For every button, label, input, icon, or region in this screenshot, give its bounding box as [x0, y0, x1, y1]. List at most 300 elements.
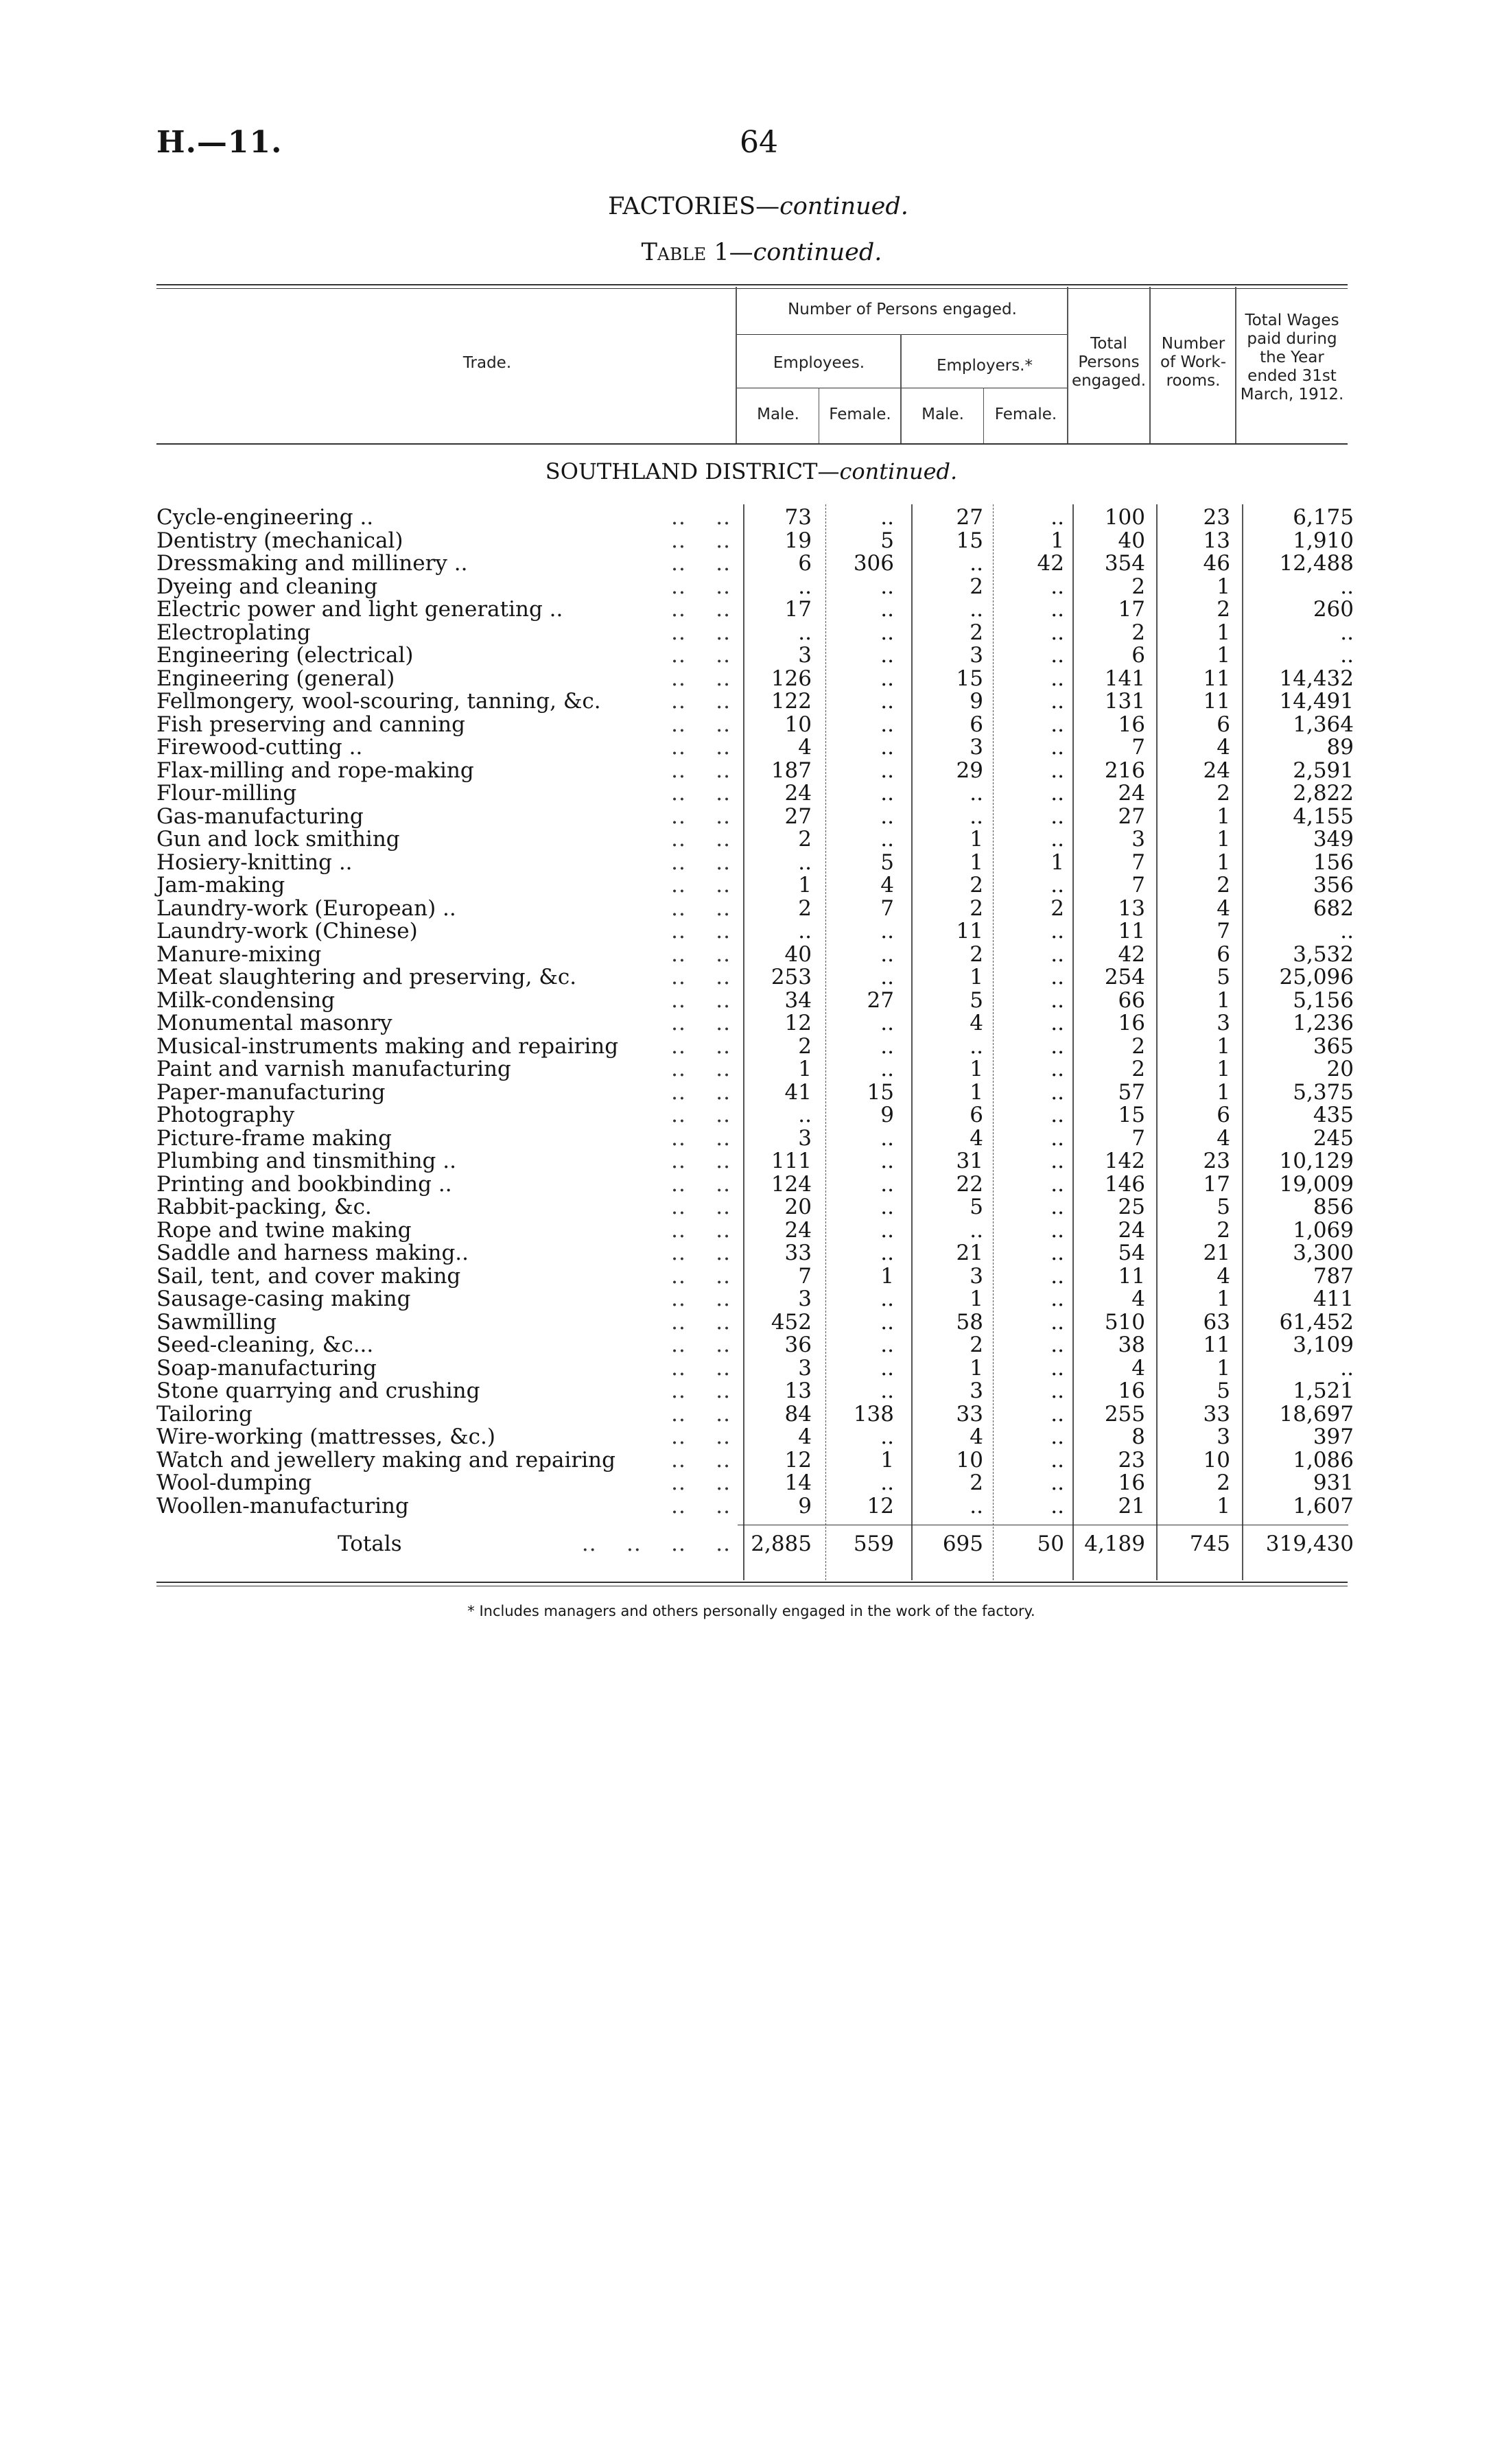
cell-workrooms: 1 [1217, 620, 1230, 645]
cell-total-persons: 15 [1118, 1103, 1145, 1127]
cell-wages: 411 [1313, 1287, 1354, 1311]
cell-employees-male: 124 [771, 1171, 812, 1197]
cell-employers-female: .. [1050, 1103, 1064, 1127]
cell-employers-male: 5 [970, 987, 983, 1013]
header-employers: Employers.* [936, 357, 1033, 375]
dot-leader: .. .. [671, 1125, 731, 1151]
cell-employers-male: 27 [956, 505, 983, 530]
cell-workrooms: 1 [1217, 574, 1230, 599]
cell-employees-female: 138 [853, 1401, 894, 1427]
cell-employees-male: 111 [771, 1149, 812, 1173]
cell-employees-male: 2 [798, 827, 812, 852]
table-row [0, 1173, 1491, 1197]
trade-name: Gas-manufacturing [156, 803, 364, 829]
table-row [0, 1357, 1491, 1381]
cell-employees-female: 306 [853, 551, 894, 576]
dot-leader: .. .. [671, 1079, 731, 1105]
cell-employees-female: 27 [867, 987, 894, 1013]
cell-employers-male: 1 [970, 965, 983, 989]
cell-workrooms: 1 [1217, 827, 1230, 852]
cell-wages: 19,009 [1279, 1171, 1354, 1197]
cell-employers-female: .. [1050, 1470, 1064, 1495]
cell-total-persons: 21 [1118, 1493, 1145, 1518]
table-row [0, 1081, 1491, 1105]
header-employees-male: Male. [757, 406, 799, 423]
cell-total-persons: 11 [1118, 1263, 1145, 1289]
cell-wages: 356 [1313, 873, 1354, 897]
cell-employees-female: .. [880, 1125, 894, 1151]
trade-name: Picture-frame making [156, 1125, 392, 1151]
dot-leader: .. .. [671, 941, 731, 967]
cell-employees-male: .. [798, 620, 812, 645]
dot-leader: .. .. [671, 1470, 731, 1495]
cell-employers-male: 2 [970, 620, 983, 645]
cell-employers-female: .. [1050, 735, 1064, 760]
cell-employees-male: 24 [784, 781, 812, 806]
trade-name: Stone quarrying and crushing [156, 1378, 480, 1403]
cell-employees-female: .. [880, 597, 894, 622]
cell-total-persons: 25 [1118, 1195, 1145, 1219]
cell-total-persons: 2 [1131, 574, 1145, 599]
cell-workrooms: 2 [1217, 781, 1230, 806]
cell-employers-female: .. [1050, 1149, 1064, 1173]
cell-wages: 2,822 [1293, 781, 1354, 806]
cell-total-persons: 16 [1118, 712, 1145, 737]
cell-employees-female: .. [880, 1309, 894, 1335]
header-top-rule-thin [156, 288, 1348, 289]
cell-wages: 89 [1326, 735, 1354, 760]
cell-workrooms: 1 [1217, 1287, 1230, 1311]
trade-name: Dressmaking and millinery .. [156, 551, 468, 576]
table-row [0, 506, 1491, 530]
trade-name: Laundry-work (European) .. [156, 895, 456, 921]
cell-employers-male: 2 [970, 1333, 983, 1357]
header-employees-female: Female. [829, 406, 891, 423]
cell-employees-male: 1 [798, 1057, 812, 1081]
table-row [0, 598, 1491, 622]
dot-leader: .. .. [671, 1217, 731, 1243]
trade-name: Meat slaughtering and preserving, &c. [156, 965, 577, 989]
cell-total-persons: 7 [1131, 735, 1145, 760]
dot-leader: .. .. [671, 919, 731, 943]
dot-leader: .. .. [671, 505, 731, 530]
cell-employees-male: .. [798, 1103, 812, 1127]
cell-workrooms: 1 [1217, 1033, 1230, 1059]
cell-employees-female: .. [880, 1171, 894, 1197]
cell-workrooms: 10 [1203, 1447, 1230, 1472]
totals-employers-male: 695 [942, 1532, 983, 1556]
cell-employees-male: 20 [784, 1195, 812, 1219]
cell-employees-female: .. [880, 1057, 894, 1081]
cell-employers-male: 21 [956, 1241, 983, 1265]
cell-workrooms: 4 [1217, 1125, 1230, 1151]
cell-employees-female: 7 [880, 895, 894, 921]
cell-wages: 787 [1313, 1263, 1354, 1289]
table-row [0, 1058, 1491, 1081]
cell-wages: 931 [1313, 1470, 1354, 1495]
dot-leader: .. .. [671, 1011, 731, 1035]
cell-total-persons: 142 [1104, 1149, 1145, 1173]
table-row [0, 1104, 1491, 1127]
table-row [0, 530, 1491, 553]
cell-wages: 25,096 [1279, 965, 1354, 989]
cell-employees-male: 2 [798, 1033, 812, 1059]
dot-leader: .. .. [671, 1447, 731, 1472]
cell-employers-female: .. [1050, 574, 1064, 599]
cell-employers-male: 1 [970, 1355, 983, 1381]
cell-employers-male: 2 [970, 574, 983, 599]
cell-total-persons: 24 [1118, 1217, 1145, 1243]
vrule-3 [1067, 287, 1068, 443]
cell-employees-male: 3 [798, 1287, 812, 1311]
trade-name: Wool-dumping [156, 1470, 312, 1495]
dot-leader: .. .. [671, 827, 731, 852]
cell-total-persons: 216 [1104, 758, 1145, 783]
cell-employees-female: .. [880, 1241, 894, 1265]
trade-name: Jam-making [156, 873, 285, 897]
totals-label: Totals [338, 1532, 402, 1556]
cell-employers-male: 22 [956, 1171, 983, 1197]
cell-employees-male: 2 [798, 895, 812, 921]
cell-employers-female: .. [1050, 1011, 1064, 1035]
table-row [0, 828, 1491, 852]
trade-name: Seed-cleaning, &c... [156, 1333, 374, 1357]
trade-name: Hosiery-knitting .. [156, 849, 353, 875]
cell-workrooms: 6 [1217, 941, 1230, 967]
table-bottom-rule [156, 1582, 1348, 1583]
dot-leader: .. .. [671, 643, 731, 668]
cell-total-persons: 42 [1118, 941, 1145, 967]
cell-wages: 856 [1313, 1195, 1354, 1219]
cell-total-persons: 2 [1131, 620, 1145, 645]
table-row [0, 622, 1491, 645]
cell-total-persons: 7 [1131, 873, 1145, 897]
cell-employees-male: 24 [784, 1217, 812, 1243]
cell-employers-male: .. [970, 1033, 983, 1059]
cell-workrooms: 5 [1217, 1195, 1230, 1219]
cell-employers-female: .. [1050, 1355, 1064, 1381]
table-row [0, 644, 1491, 668]
cell-workrooms: 4 [1217, 1263, 1230, 1289]
cell-wages: 61,452 [1279, 1309, 1354, 1335]
cell-employees-female: .. [880, 1217, 894, 1243]
cell-employees-female: .. [880, 1378, 894, 1403]
cell-wages: 3,109 [1293, 1333, 1354, 1357]
cell-wages: .. [1340, 643, 1354, 668]
table-row [0, 1403, 1491, 1427]
table-row [0, 1242, 1491, 1265]
cell-employees-female: .. [880, 758, 894, 783]
cell-employers-female: .. [1050, 781, 1064, 806]
cell-wages: 14,491 [1279, 689, 1354, 714]
table-row [0, 920, 1491, 943]
cell-employers-male: .. [970, 1217, 983, 1243]
table-row [0, 1265, 1491, 1289]
trade-name: Rope and twine making [156, 1217, 412, 1243]
cell-employers-male: .. [970, 597, 983, 622]
cell-employees-male: 4 [798, 735, 812, 760]
cell-employers-male: 6 [970, 712, 983, 737]
cell-employers-female: .. [1050, 1424, 1064, 1449]
dot-leader: .. .. [671, 689, 731, 714]
cell-wages: 260 [1313, 597, 1354, 622]
dot-leader: .. .. [671, 528, 731, 553]
dot-leader: .. .. [671, 620, 731, 645]
cell-employees-female: .. [880, 689, 894, 714]
dot-leader: .. .. [671, 781, 731, 806]
totals-row [0, 1530, 1491, 1558]
totals-employers-female: 50 [1037, 1532, 1064, 1556]
cell-employees-male: 187 [771, 758, 812, 783]
cell-workrooms: 4 [1217, 895, 1230, 921]
dot-leader: .. .. [671, 849, 731, 875]
cell-employers-male: .. [970, 551, 983, 576]
cell-workrooms: 11 [1203, 1333, 1230, 1357]
trade-name: Manure-mixing [156, 941, 322, 967]
cell-wages: 2,591 [1293, 758, 1354, 783]
table-row [0, 1334, 1491, 1357]
table-body [0, 506, 1491, 1518]
cell-employees-female: 15 [867, 1079, 894, 1105]
cell-workrooms: 1 [1217, 1493, 1230, 1518]
table-row [0, 1219, 1491, 1243]
trade-name: Saddle and harness making.. [156, 1241, 469, 1265]
cell-employers-female: .. [1050, 505, 1064, 530]
trade-name: Plumbing and tinsmithing .. [156, 1149, 456, 1173]
cell-employers-female: .. [1050, 941, 1064, 967]
cell-wages: 3,532 [1293, 941, 1354, 967]
cell-employers-female: .. [1050, 1333, 1064, 1357]
cell-employees-male: 13 [784, 1378, 812, 1403]
dot-leader: .. .. [671, 551, 731, 576]
trade-name: Engineering (general) [156, 666, 395, 691]
cell-total-persons: 254 [1104, 965, 1145, 989]
cell-employers-male: 1 [970, 849, 983, 875]
cell-employers-female: .. [1050, 1125, 1064, 1151]
trade-name: Dentistry (mechanical) [156, 528, 403, 553]
cell-workrooms: 11 [1203, 666, 1230, 691]
cell-total-persons: 13 [1118, 895, 1145, 921]
cell-employees-male: 3 [798, 1125, 812, 1151]
cell-employers-male: 4 [970, 1424, 983, 1449]
cell-workrooms: 24 [1203, 758, 1230, 783]
cell-total-persons: 54 [1118, 1241, 1145, 1265]
header-trade: Trade. [462, 354, 512, 372]
cell-employees-male: 6 [798, 551, 812, 576]
trade-name: Fish preserving and canning [156, 712, 465, 737]
cell-employers-female: .. [1050, 1263, 1064, 1289]
cell-employers-male: 5 [970, 1195, 983, 1219]
cell-workrooms: 1 [1217, 1057, 1230, 1081]
cell-employers-female: .. [1050, 1287, 1064, 1311]
cell-employers-male: 3 [970, 735, 983, 760]
cell-total-persons: 16 [1118, 1378, 1145, 1403]
district-heading [0, 458, 1491, 484]
cell-wages: 12,488 [1279, 551, 1354, 576]
cell-employers-male: 3 [970, 643, 983, 668]
dot-leader: .. .. [671, 1057, 731, 1081]
trade-name: Fellmongery, wool-scouring, tanning, &c. [156, 689, 601, 714]
cell-employers-male: 58 [956, 1309, 983, 1335]
cell-total-persons: 4 [1131, 1287, 1145, 1311]
vrule-1 [736, 287, 737, 443]
trade-name: Cycle-engineering .. [156, 505, 374, 530]
cell-employers-female: .. [1050, 919, 1064, 943]
cell-employees-female: .. [880, 941, 894, 967]
cell-employers-male: 4 [970, 1125, 983, 1151]
cell-total-persons: 7 [1131, 1125, 1145, 1151]
trade-name: Sausage-casing making [156, 1287, 411, 1311]
cell-wages: 14,432 [1279, 666, 1354, 691]
cell-employers-female: .. [1050, 987, 1064, 1013]
cell-wages: 435 [1313, 1103, 1354, 1127]
cell-employers-male: 6 [970, 1103, 983, 1127]
table-row [0, 760, 1491, 783]
cell-wages: 349 [1313, 827, 1354, 852]
cell-employers-male: 1 [970, 1057, 983, 1081]
cell-employees-female: .. [880, 1470, 894, 1495]
cell-wages: .. [1340, 620, 1354, 645]
table-row [0, 966, 1491, 989]
cell-workrooms: 1 [1217, 643, 1230, 668]
cell-employers-female: 2 [1050, 895, 1064, 921]
subtitle-continued: continued. [753, 239, 882, 266]
table-row [0, 874, 1491, 897]
dot-leader: .. .. [671, 1309, 731, 1335]
cell-employees-male: .. [798, 849, 812, 875]
title-continued: continued. [779, 193, 908, 220]
table-row [0, 782, 1491, 806]
cell-total-persons: 27 [1118, 803, 1145, 829]
cell-employers-male: 33 [956, 1401, 983, 1427]
dot-leader: .. .. [671, 1401, 731, 1427]
cell-total-persons: 57 [1118, 1079, 1145, 1105]
table-row [0, 1288, 1491, 1311]
cell-total-persons: 38 [1118, 1333, 1145, 1357]
cell-total-persons: 11 [1118, 919, 1145, 943]
district-name: SOUTHLAND DISTRICT— [545, 458, 840, 484]
cell-wages: 245 [1313, 1125, 1354, 1151]
cell-employees-male: 122 [771, 689, 812, 714]
cell-employers-female: .. [1050, 1493, 1064, 1518]
dot-leader: .. .. [671, 895, 731, 921]
table-row [0, 1380, 1491, 1403]
cell-employers-male: 10 [956, 1447, 983, 1472]
cell-employees-male: 12 [784, 1011, 812, 1035]
cell-wages: 1,086 [1293, 1447, 1354, 1472]
vrule-2 [900, 334, 902, 443]
cell-wages: 18,697 [1279, 1401, 1354, 1427]
cell-wages: 1,069 [1293, 1217, 1354, 1243]
header-workrooms: Number of Work-rooms. [1160, 335, 1227, 390]
cell-employees-male: 73 [784, 505, 812, 530]
cell-employees-female: .. [880, 1424, 894, 1449]
table-subtitle [0, 239, 1491, 266]
cell-employees-male: 33 [784, 1241, 812, 1265]
trade-name: Engineering (electrical) [156, 643, 414, 668]
cell-employees-male: 12 [784, 1447, 812, 1472]
trade-name: Rabbit-packing, &c. [156, 1195, 372, 1219]
cell-workrooms: 2 [1217, 597, 1230, 622]
dot-leader: .. .. [671, 1493, 731, 1518]
cell-employers-male: .. [970, 781, 983, 806]
table-row [0, 690, 1491, 714]
trade-name: Electroplating [156, 620, 311, 645]
dot-leader: .. .. [671, 574, 731, 599]
cell-employers-male: 3 [970, 1263, 983, 1289]
trade-name: Gun and lock smithing [156, 827, 400, 852]
cell-workrooms: 2 [1217, 873, 1230, 897]
cell-employees-male: 10 [784, 712, 812, 737]
cell-workrooms: 1 [1217, 803, 1230, 829]
cell-workrooms: 1 [1217, 849, 1230, 875]
cell-employees-male: 452 [771, 1309, 812, 1335]
cell-employees-female: .. [880, 1011, 894, 1035]
cell-employees-male: 84 [784, 1401, 812, 1427]
cell-workrooms: 46 [1203, 551, 1230, 576]
table-row [0, 668, 1491, 691]
cell-workrooms: 63 [1203, 1309, 1230, 1335]
cell-employers-male: .. [970, 1493, 983, 1518]
cell-total-persons: 146 [1104, 1171, 1145, 1197]
cell-wages: 20 [1326, 1057, 1354, 1081]
cell-employees-male: .. [798, 574, 812, 599]
dot-leader: .. .. [671, 1033, 731, 1059]
dot-leader: .. .. [671, 758, 731, 783]
cell-employers-female: .. [1050, 803, 1064, 829]
dot-leader: .. .. [671, 873, 731, 897]
table-row [0, 736, 1491, 760]
dot-leader: .. .. [671, 965, 731, 989]
cell-employers-male: 2 [970, 1470, 983, 1495]
cell-workrooms: 33 [1203, 1401, 1230, 1427]
cell-employers-female: .. [1050, 597, 1064, 622]
trade-name: Photography [156, 1103, 295, 1127]
cell-workrooms: 1 [1217, 987, 1230, 1013]
dot-leader: .. .. [671, 1171, 731, 1197]
subtitle-number: 1— [706, 239, 753, 266]
header-employees: Employees. [773, 354, 865, 372]
cell-total-persons: 16 [1118, 1011, 1145, 1035]
cell-employers-male: 4 [970, 1011, 983, 1035]
cell-employees-female: .. [880, 620, 894, 645]
cell-employers-female: .. [1050, 1057, 1064, 1081]
cell-employees-female: .. [880, 505, 894, 530]
cell-employers-female: .. [1050, 666, 1064, 691]
dot-leader: .. .. [671, 1378, 731, 1403]
cell-employees-male: 14 [784, 1470, 812, 1495]
cell-workrooms: 2 [1217, 1217, 1230, 1243]
cell-employers-male: .. [970, 803, 983, 829]
vrule-7 [983, 388, 984, 443]
trade-name: Paper-manufacturing [156, 1079, 386, 1105]
cell-employees-male: 3 [798, 643, 812, 668]
cell-workrooms: 5 [1217, 965, 1230, 989]
trade-name: Printing and bookbinding .. [156, 1171, 452, 1197]
cell-employees-female: 1 [880, 1447, 894, 1472]
dot-leader: .. .. [671, 666, 731, 691]
cell-wages: .. [1340, 1355, 1354, 1381]
cell-employers-male: 3 [970, 1378, 983, 1403]
cell-employers-male: 31 [956, 1149, 983, 1173]
cell-wages: 682 [1313, 895, 1354, 921]
trade-name: Laundry-work (Chinese) [156, 919, 418, 943]
table-row [0, 1150, 1491, 1173]
trade-name: Tailoring [156, 1401, 253, 1427]
cell-employers-male: 15 [956, 666, 983, 691]
cell-employers-female: .. [1050, 1447, 1064, 1472]
dot-leader: .. .. [671, 1149, 731, 1173]
